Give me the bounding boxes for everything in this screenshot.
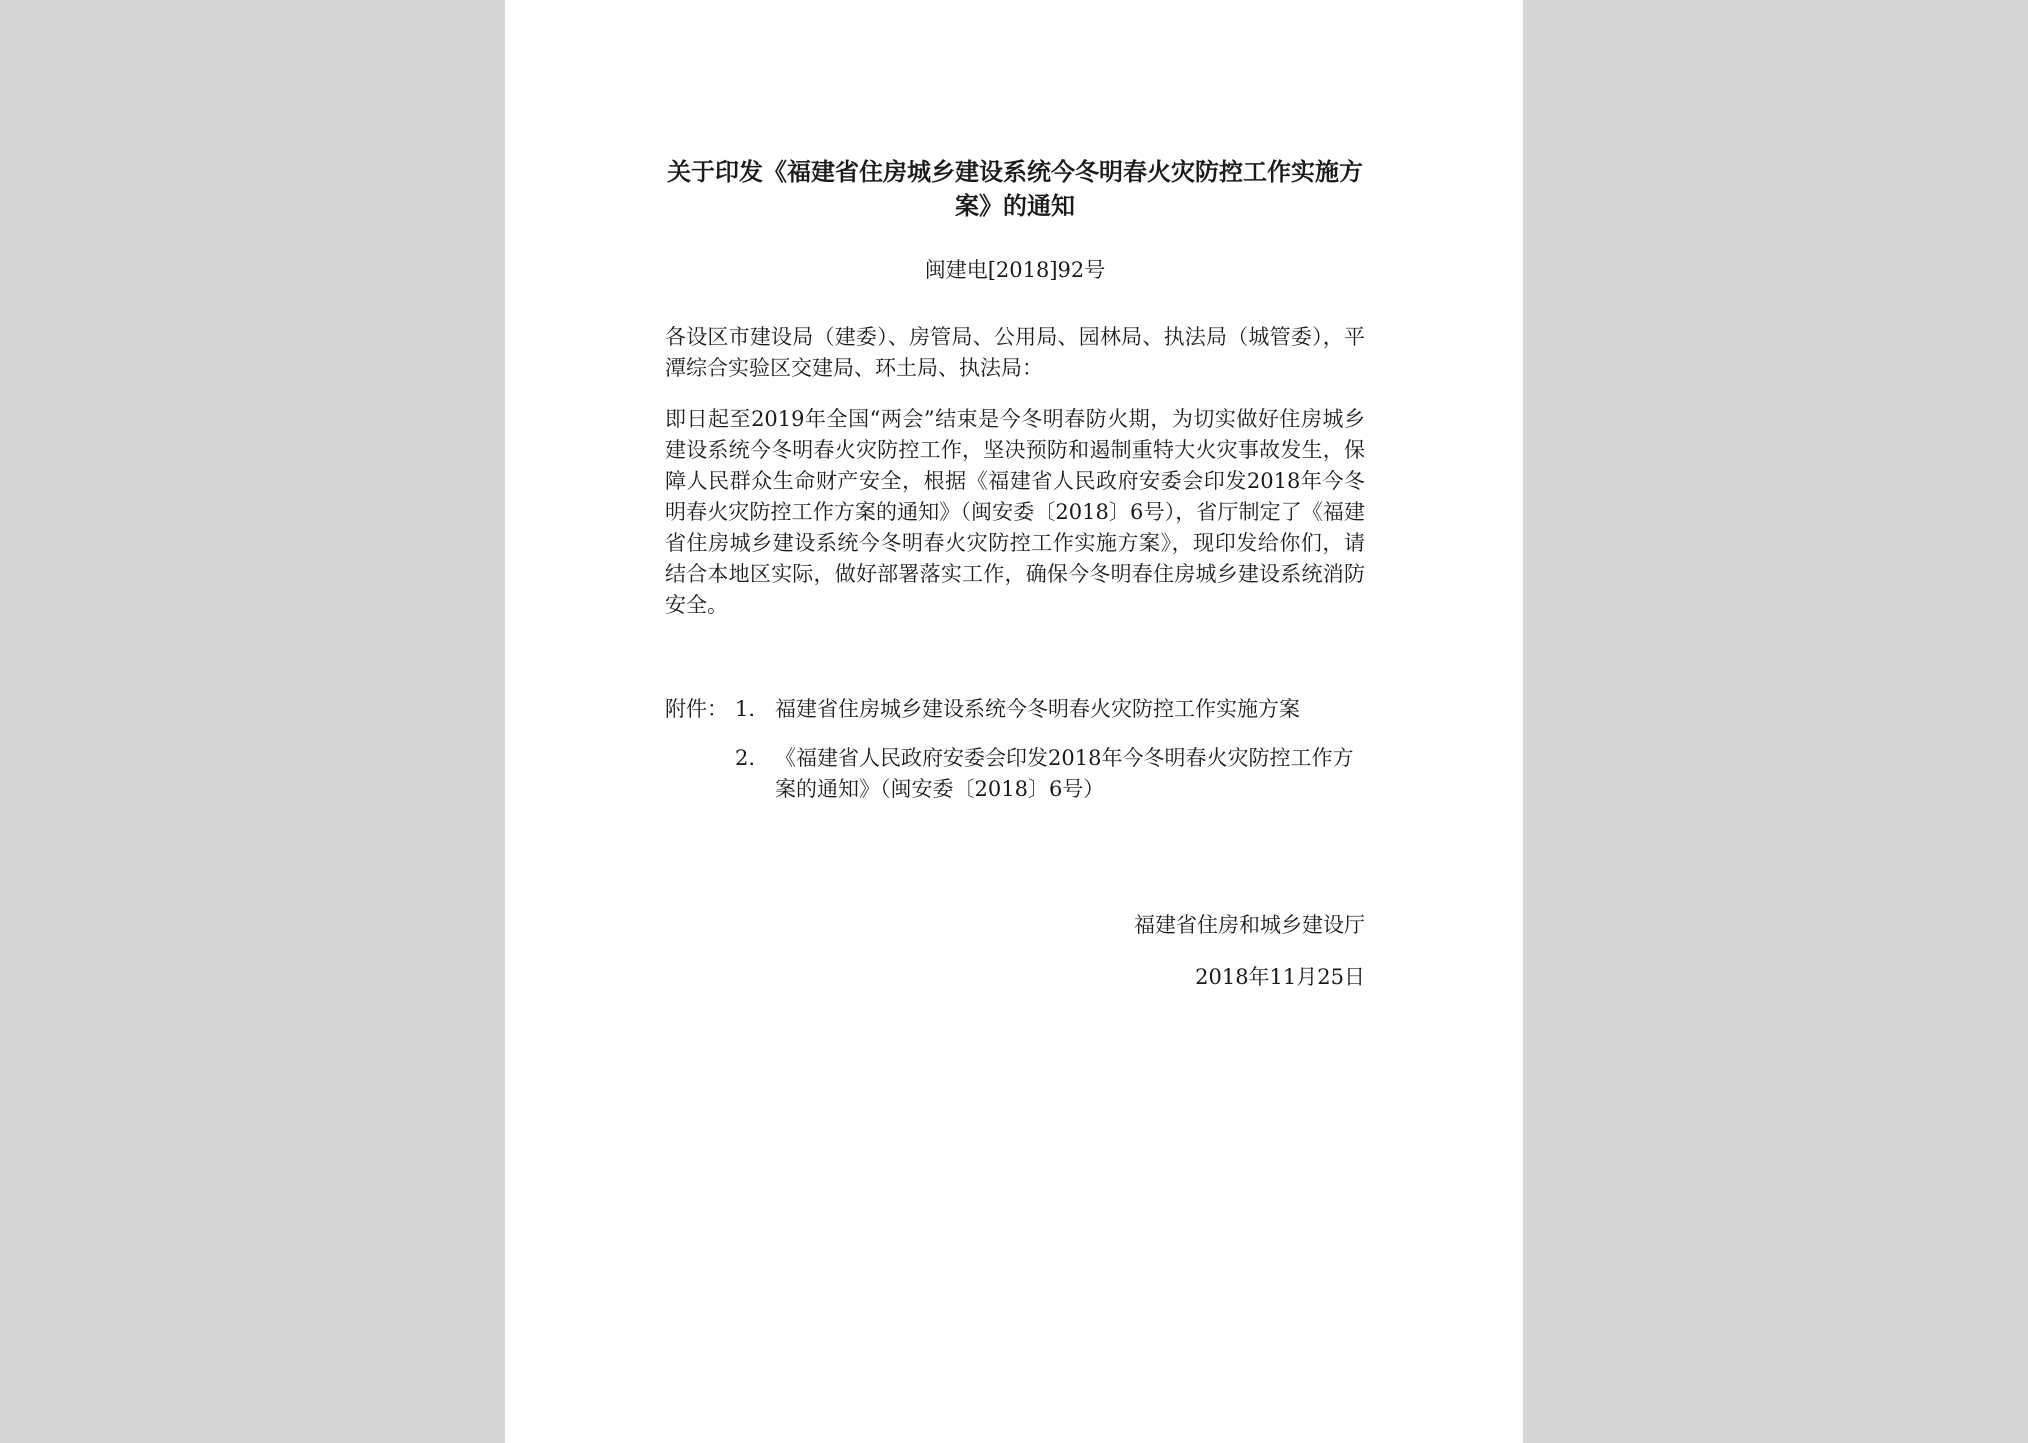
document-title: 关于印发《福建省住房城乡建设系统今冬明春火灾防控工作实施方案》的通知 bbox=[667, 157, 1363, 220]
signature-date: 2018年11月25日 bbox=[1195, 965, 1365, 989]
signer: 福建省住房和城乡建设厅 bbox=[1134, 913, 1365, 937]
attachments-label-spacer bbox=[665, 743, 735, 805]
document-number: 闽建电[2018]92号 bbox=[924, 258, 1106, 282]
attachments-section bbox=[665, 694, 1365, 823]
attachment-number: 2. bbox=[735, 746, 756, 770]
attachment-item bbox=[665, 743, 1365, 805]
attachment-text: 《福建省人民政府安委会印发2018年今冬明春火灾防控工作方案的通知》（闽安委〔2018〕6号） bbox=[775, 746, 1354, 801]
attachments-label: 附件： bbox=[665, 697, 728, 721]
attachment-text: 福建省住房城乡建设系统今冬明春火灾防控工作实施方案 bbox=[775, 697, 1300, 721]
attachment-number: 1. bbox=[735, 697, 756, 721]
addressee-paragraph: 各设区市建设局（建委）、房管局、公用局、园林局、执法局（城管委），平潭综合实验区交建局、环土局、执法局： bbox=[665, 325, 1365, 380]
attachment-item bbox=[665, 694, 1365, 725]
document-page bbox=[505, 0, 1523, 1443]
body-paragraph: 即日起至2019年全国“两会”结束是今冬明春防火期，为切实做好住房城乡建设系统今冬明春火灾防控工作，坚决预防和遏制重特大火灾事故发生，保障人民群众生命财产安全，根据《福建省人民政府安委会印发2018年今冬明春火灾防控工作方案的通知》（闽安委〔2018〕6号），省厅制定了《福建省住房城乡建设系统今冬明春火灾防控工作实施方案》，现印发给你们，请结合本地区实际，做好部署落实工作，确保今冬明春住房城乡建设系统消防安全。 bbox=[665, 407, 1365, 617]
